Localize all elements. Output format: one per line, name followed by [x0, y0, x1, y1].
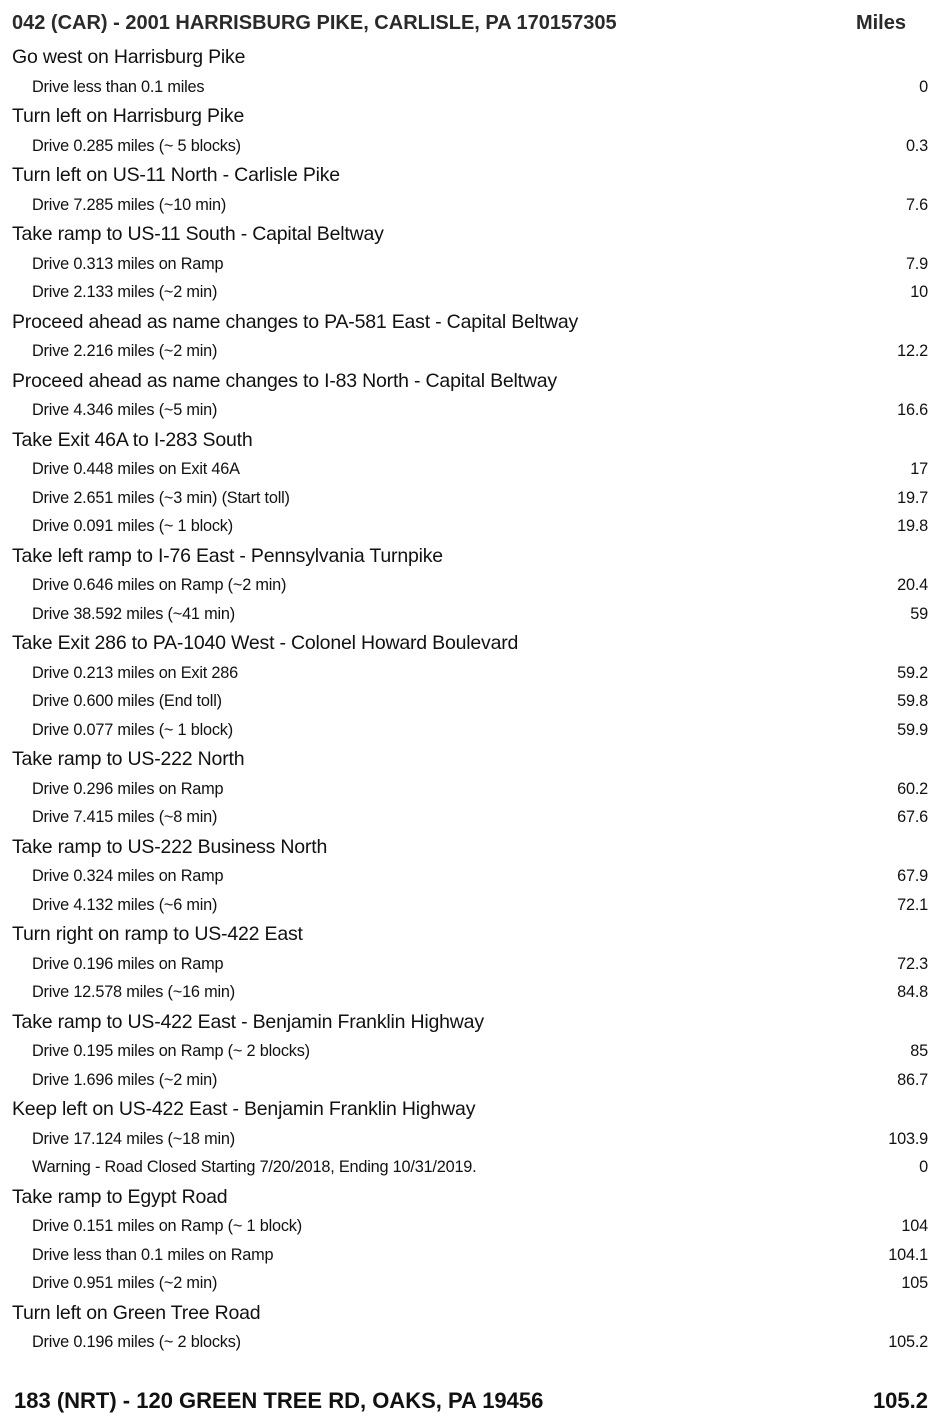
origin-address: 042 (CAR) - 2001 HARRISBURG PIKE, CARLISLE, PA 170157305: [12, 11, 617, 34]
step-text: Drive 0.285 miles (~ 5 blocks): [32, 136, 241, 155]
step-text: Drive 0.196 miles on Ramp: [32, 954, 224, 973]
step-text: Drive 2.651 miles (~3 min) (Start toll): [32, 488, 290, 507]
route-footer: [14, 1384, 928, 1418]
step-cumulative-miles: 67.6: [897, 808, 928, 826]
direction-step: [0, 1037, 940, 1066]
step-text: Drive 2.216 miles (~2 min): [32, 342, 218, 360]
direction-step: [0, 950, 940, 979]
step-cumulative-miles: 104.1: [888, 1245, 928, 1264]
direction-instruction: Take ramp to US-222 Business North: [12, 835, 328, 858]
route-header: [12, 6, 906, 40]
step-cumulative-miles: 84.8: [897, 983, 928, 1001]
step-text: Drive 0.646 miles on Ramp (~2 min): [32, 576, 287, 594]
step-text: Drive 0.951 miles (~2 min): [32, 1274, 218, 1292]
step-text: Drive 0.600 miles (End toll): [32, 692, 222, 710]
step-text: Drive 4.132 miles (~6 min): [32, 895, 218, 914]
step-text: Drive 0.324 miles on Ramp: [32, 867, 224, 885]
miles-column-header: Miles: [855, 11, 906, 34]
direction-step: [0, 512, 940, 541]
step-text: Drive 7.415 miles (~8 min): [32, 808, 218, 826]
step-cumulative-miles: 19.7: [897, 488, 928, 507]
step-text: Drive 0.296 miles on Ramp: [32, 779, 224, 798]
direction-step: [0, 73, 940, 102]
direction-step: [0, 337, 940, 366]
step-text: Drive 0.077 miles (~ 1 block): [32, 720, 233, 739]
step-text: Drive less than 0.1 miles on Ramp: [32, 1245, 274, 1264]
step-cumulative-miles: 16.6: [897, 401, 928, 419]
direction-instruction: Go west on Harrisburg Pike: [12, 46, 246, 68]
step-cumulative-miles: 105: [901, 1274, 928, 1292]
direction-step: [0, 891, 940, 920]
destination-address: 183 (NRT) - 120 GREEN TREE RD, OAKS, PA 19456: [14, 1388, 544, 1413]
step-cumulative-miles: 0: [919, 1158, 928, 1176]
step-text: Drive 0.313 miles on Ramp: [32, 254, 224, 273]
step-cumulative-miles: 104: [901, 1217, 928, 1235]
step-cumulative-miles: 0.3: [905, 136, 928, 155]
step-cumulative-miles: 85: [910, 1042, 928, 1060]
direction-step: [0, 1212, 940, 1241]
step-cumulative-miles: 20.4: [897, 576, 928, 594]
step-cumulative-miles: 59.9: [897, 720, 928, 739]
total-miles: 105.2: [872, 1388, 928, 1413]
direction-step: [0, 659, 940, 688]
step-text: Drive less than 0.1 miles: [32, 77, 205, 96]
step-text: Drive 0.151 miles on Ramp (~ 1 block): [32, 1217, 302, 1235]
step-cumulative-miles: 103.9: [888, 1129, 928, 1148]
step-cumulative-miles: 7.9: [905, 254, 928, 273]
step-cumulative-miles: 0: [919, 77, 928, 96]
step-cumulative-miles: 60.2: [897, 779, 928, 798]
direction-instruction: Turn right on ramp to US-422 East: [12, 923, 303, 945]
direction-instruction: Proceed ahead as name changes to I-83 North - Capital Beltway: [12, 369, 557, 392]
direction-step: [0, 1125, 940, 1154]
step-cumulative-miles: 59: [910, 604, 928, 623]
step-cumulative-miles: 10: [910, 283, 928, 301]
direction-step: [0, 600, 940, 629]
direction-step: [0, 191, 940, 220]
step-text: Drive 17.124 miles (~18 min): [32, 1129, 235, 1148]
direction-step: [0, 1153, 940, 1182]
step-text: Drive 4.346 miles (~5 min): [32, 401, 218, 419]
step-cumulative-miles: 19.8: [897, 517, 928, 535]
direction-step: [0, 278, 940, 307]
direction-step: [0, 862, 940, 891]
step-cumulative-miles: 72.3: [897, 954, 928, 973]
direction-step: [0, 978, 940, 1007]
directions-list: [0, 42, 940, 1357]
direction-instruction: Turn left on US-11 North - Carlisle Pike: [12, 164, 340, 186]
direction-instruction: Take ramp to US-222 North: [12, 748, 245, 770]
direction-step: [0, 716, 940, 745]
direction-step: [0, 396, 940, 425]
step-cumulative-miles: 59.8: [897, 692, 928, 710]
direction-instruction: Keep left on US-422 East - Benjamin Franklin Highway: [12, 1098, 476, 1120]
step-cumulative-miles: 7.6: [905, 195, 928, 214]
step-text: Drive 12.578 miles (~16 min): [32, 983, 235, 1001]
direction-step: [0, 484, 940, 513]
direction-step: [0, 1269, 940, 1298]
direction-step: [0, 1241, 940, 1270]
direction-step: [0, 132, 940, 161]
step-text: Drive 7.285 miles (~10 min): [32, 195, 227, 214]
step-cumulative-miles: 86.7: [897, 1070, 928, 1089]
direction-step: [0, 775, 940, 804]
direction-step: [0, 250, 940, 279]
step-text: Warning - Road Closed Starting 7/20/2018, Ending 10/31/2019.: [32, 1158, 477, 1176]
step-text: Drive 1.696 miles (~2 min): [32, 1070, 218, 1089]
step-text: Drive 0.091 miles (~ 1 block): [32, 517, 233, 535]
direction-instruction: Take ramp to US-422 East - Benjamin Franklin Highway: [12, 1010, 484, 1033]
direction-instruction: Proceed ahead as name changes to PA-581 East - Capital Beltway: [12, 310, 579, 333]
direction-instruction: Turn left on Green Tree Road: [12, 1301, 261, 1324]
step-text: Drive 38.592 miles (~41 min): [32, 604, 235, 623]
step-cumulative-miles: 105.2: [888, 1333, 928, 1351]
direction-instruction: Take left ramp to I-76 East - Pennsylvania Turnpike: [12, 544, 443, 567]
direction-instruction: Take ramp to US-11 South - Capital Beltway: [12, 223, 384, 245]
step-cumulative-miles: 67.9: [897, 867, 928, 885]
step-cumulative-miles: 12.2: [897, 342, 928, 360]
direction-instruction: Take Exit 46A to I-283 South: [12, 428, 253, 451]
direction-step: [0, 687, 940, 716]
step-text: Drive 0.448 miles on Exit 46A: [32, 460, 240, 478]
direction-step: [0, 803, 940, 832]
direction-step: [0, 455, 940, 484]
step-text: Drive 0.195 miles on Ramp (~ 2 blocks): [32, 1042, 310, 1060]
step-cumulative-miles: 59.2: [897, 663, 928, 682]
direction-step: [0, 571, 940, 600]
direction-instruction: Take Exit 286 to PA-1040 West - Colonel Howard Boulevard: [12, 632, 519, 654]
direction-step: [0, 1328, 940, 1357]
step-text: Drive 0.213 miles on Exit 286: [32, 663, 238, 682]
direction-step: [0, 1066, 940, 1095]
direction-instruction: Turn left on Harrisburg Pike: [12, 105, 245, 127]
step-cumulative-miles: 17: [910, 460, 928, 478]
step-text: Drive 2.133 miles (~2 min): [32, 283, 218, 301]
step-cumulative-miles: 72.1: [897, 895, 928, 914]
direction-instruction: Take ramp to Egypt Road: [12, 1185, 228, 1208]
step-text: Drive 0.196 miles (~ 2 blocks): [32, 1333, 241, 1351]
